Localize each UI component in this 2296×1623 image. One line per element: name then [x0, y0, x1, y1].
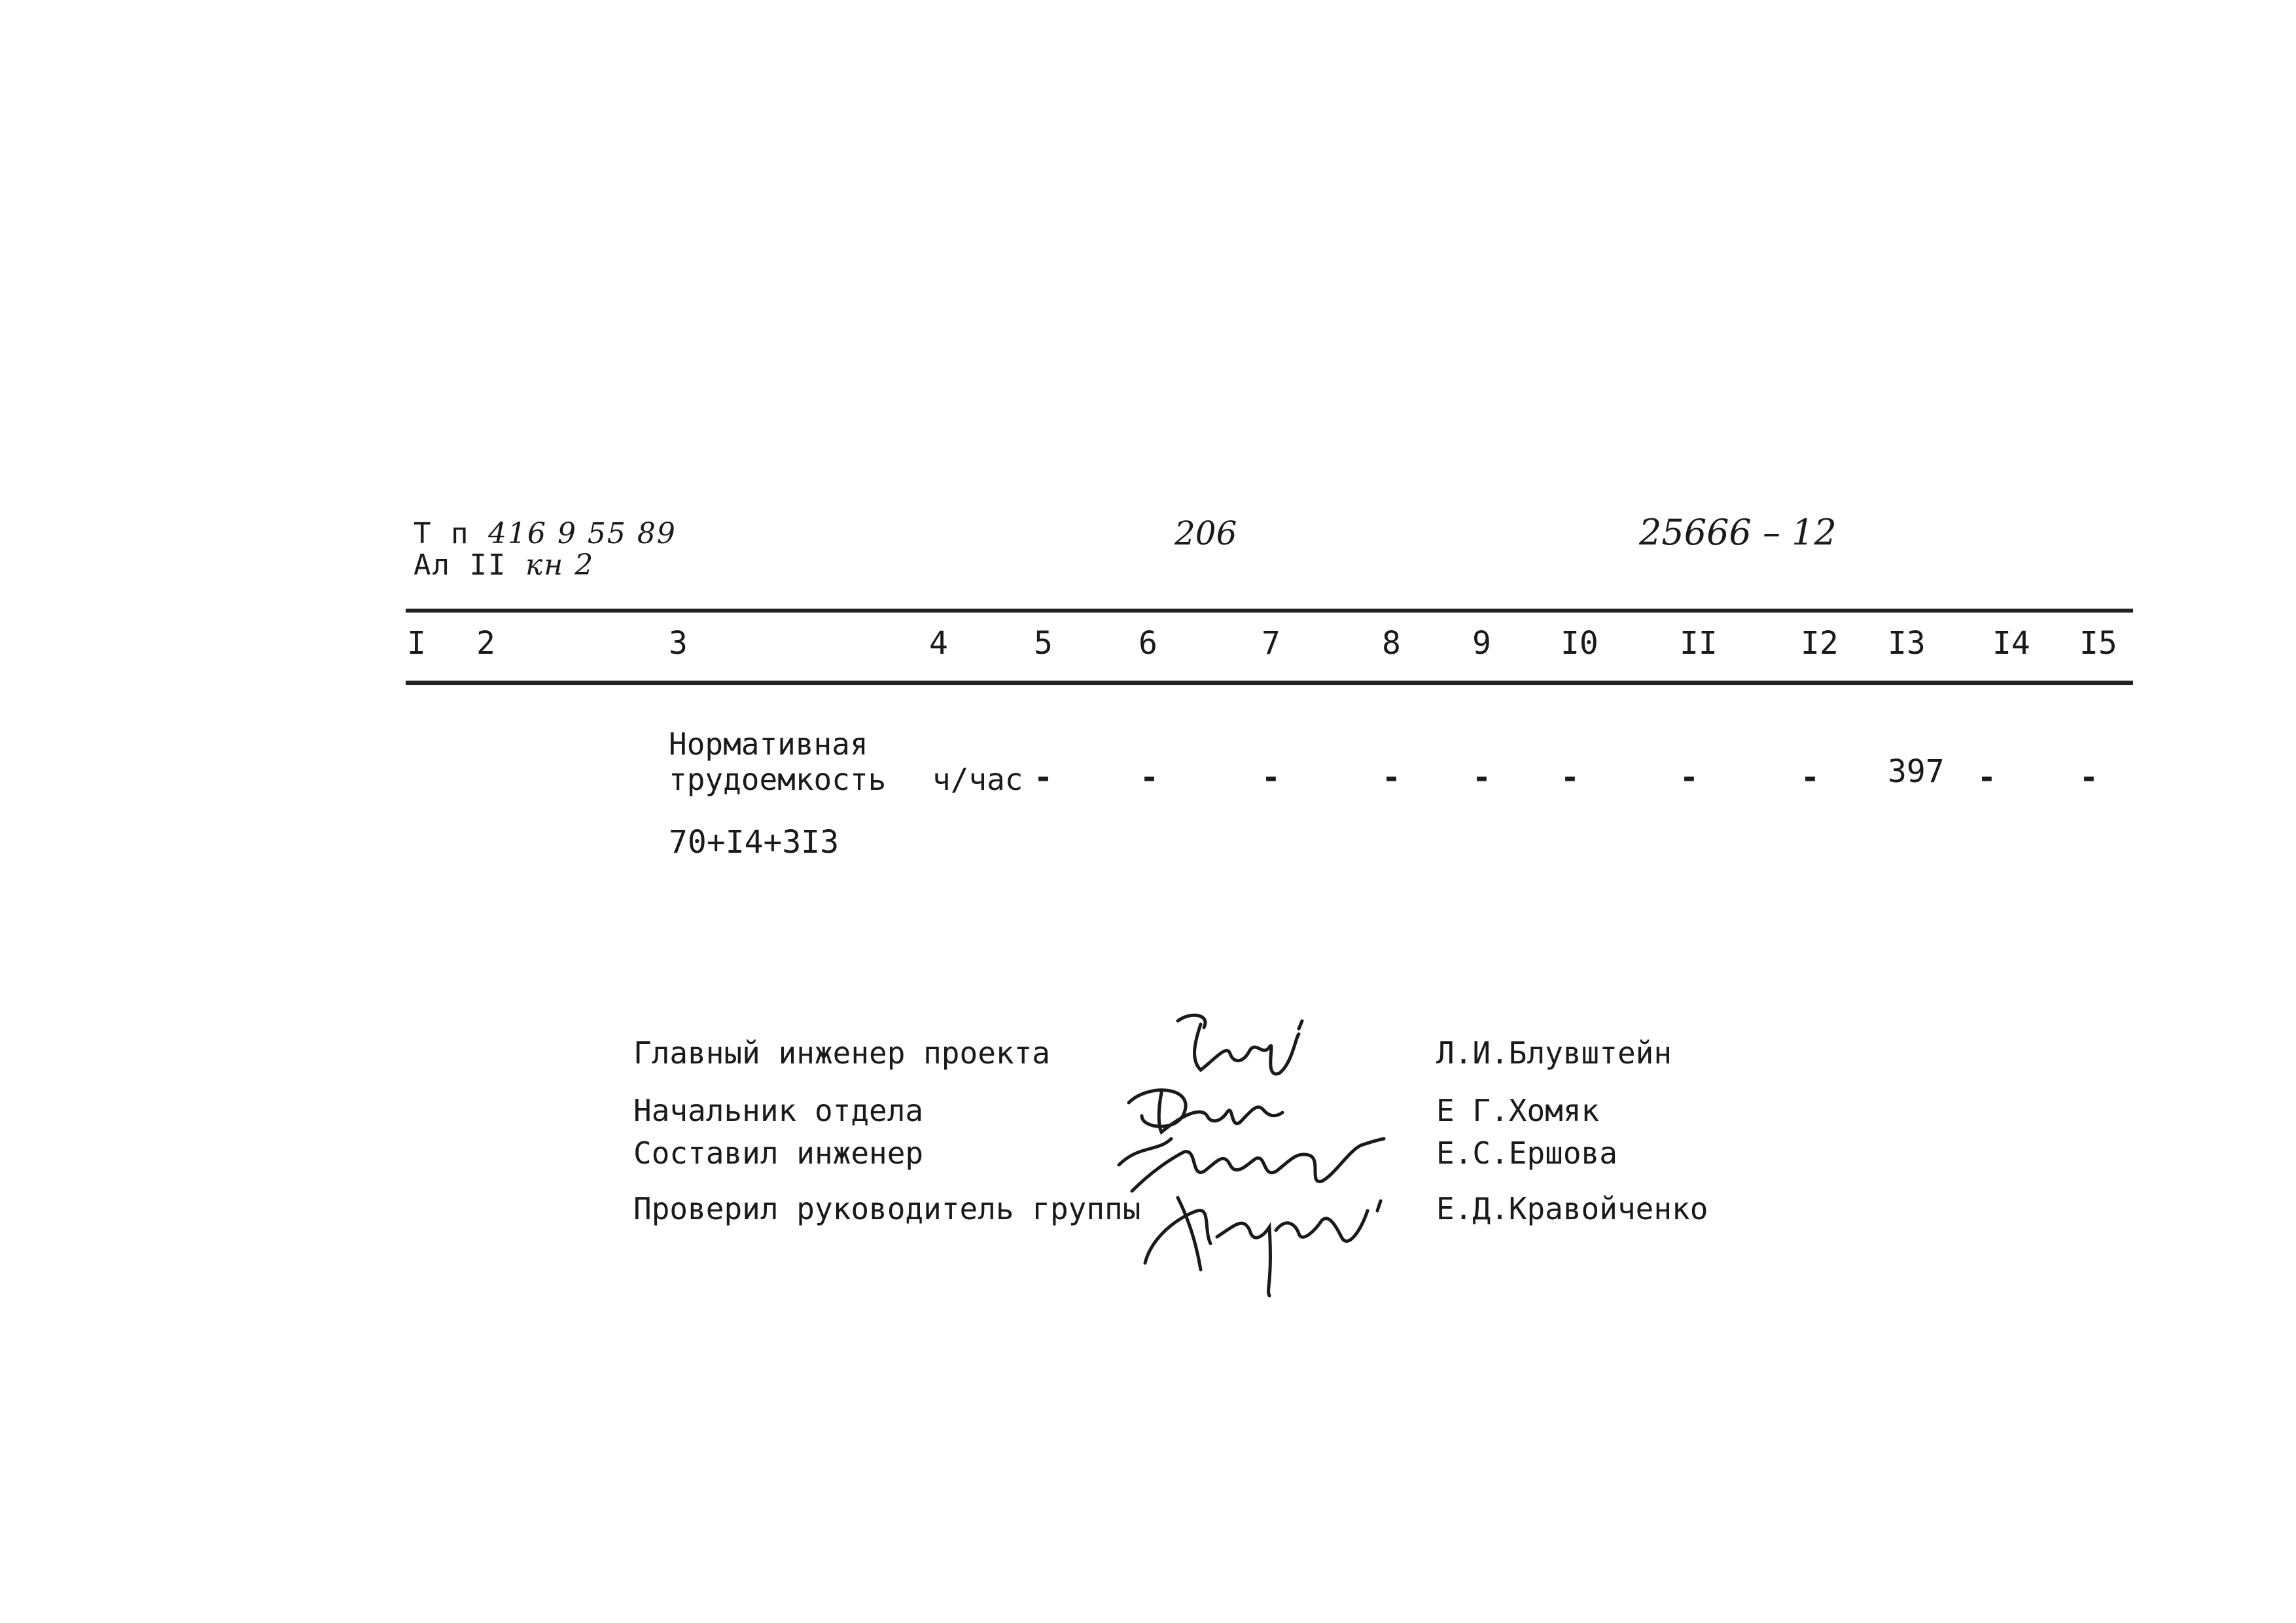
row-value: -: [1382, 759, 1401, 796]
column-number: 6: [1139, 625, 1157, 662]
signatory-role: Начальник отдела: [633, 1093, 924, 1128]
column-number: I5: [2079, 625, 2117, 662]
row-value: -: [1140, 759, 1159, 796]
row-value: -: [1977, 759, 1996, 796]
album-reference: [414, 548, 594, 582]
signatory-name: Е.Д.Кравойченко: [1436, 1191, 1708, 1226]
column-number: II: [1680, 625, 1718, 662]
column-number: 4: [929, 625, 948, 662]
signatory-name: Е.С.Ершова: [1436, 1135, 1617, 1171]
signature-group-lead: [1139, 1185, 1400, 1299]
row-value: -: [1034, 759, 1053, 796]
row-value: -: [1801, 759, 1820, 796]
column-number: I4: [1992, 625, 2030, 662]
row-name-line1: Нормативная: [669, 726, 868, 762]
header-rule-bottom: [406, 681, 2133, 685]
column-number: 5: [1034, 625, 1053, 662]
row-value: 397: [1888, 753, 1945, 790]
signatory-role: Составил инженер: [633, 1135, 924, 1171]
header-rule-top: [406, 609, 2133, 613]
row-name: [669, 726, 886, 797]
column-number: 9: [1472, 625, 1491, 662]
page-number: 206: [1174, 514, 1237, 552]
column-number: 8: [1382, 625, 1401, 662]
reference-handwritten: 416 9 55 89: [487, 517, 677, 550]
row-value: -: [1561, 759, 1580, 796]
row-formula: 70+I4+3I3: [669, 824, 839, 861]
row-value: -: [1680, 759, 1699, 796]
column-number: 3: [669, 625, 688, 662]
document-code: 25666 – 12: [1639, 512, 1837, 553]
signatory-name: Е Г.Хомяк: [1436, 1093, 1600, 1128]
column-number: I3: [1888, 625, 1926, 662]
signatory-role: Главный инженер проекта: [633, 1035, 1050, 1071]
column-number: 2: [476, 625, 495, 662]
album-prefix: Ал II: [414, 548, 507, 582]
album-handwritten: кн 2: [525, 548, 595, 582]
row-value: -: [2079, 759, 2098, 796]
reference-prefix: Т п: [414, 517, 470, 550]
column-number: I0: [1561, 625, 1598, 662]
column-number: I: [407, 625, 426, 662]
column-number: I2: [1801, 625, 1839, 662]
row-value: -: [1262, 759, 1280, 796]
signatory-name: Л.И.Блувштейн: [1436, 1035, 1672, 1071]
signatory-role: Проверил руководитель группы: [633, 1191, 1141, 1226]
row-value: -: [1472, 759, 1491, 796]
row-name-line2: трудоемкость: [669, 762, 887, 797]
row-unit: ч/час: [932, 762, 1023, 797]
column-number: 7: [1262, 625, 1280, 662]
document-reference: [414, 517, 677, 550]
